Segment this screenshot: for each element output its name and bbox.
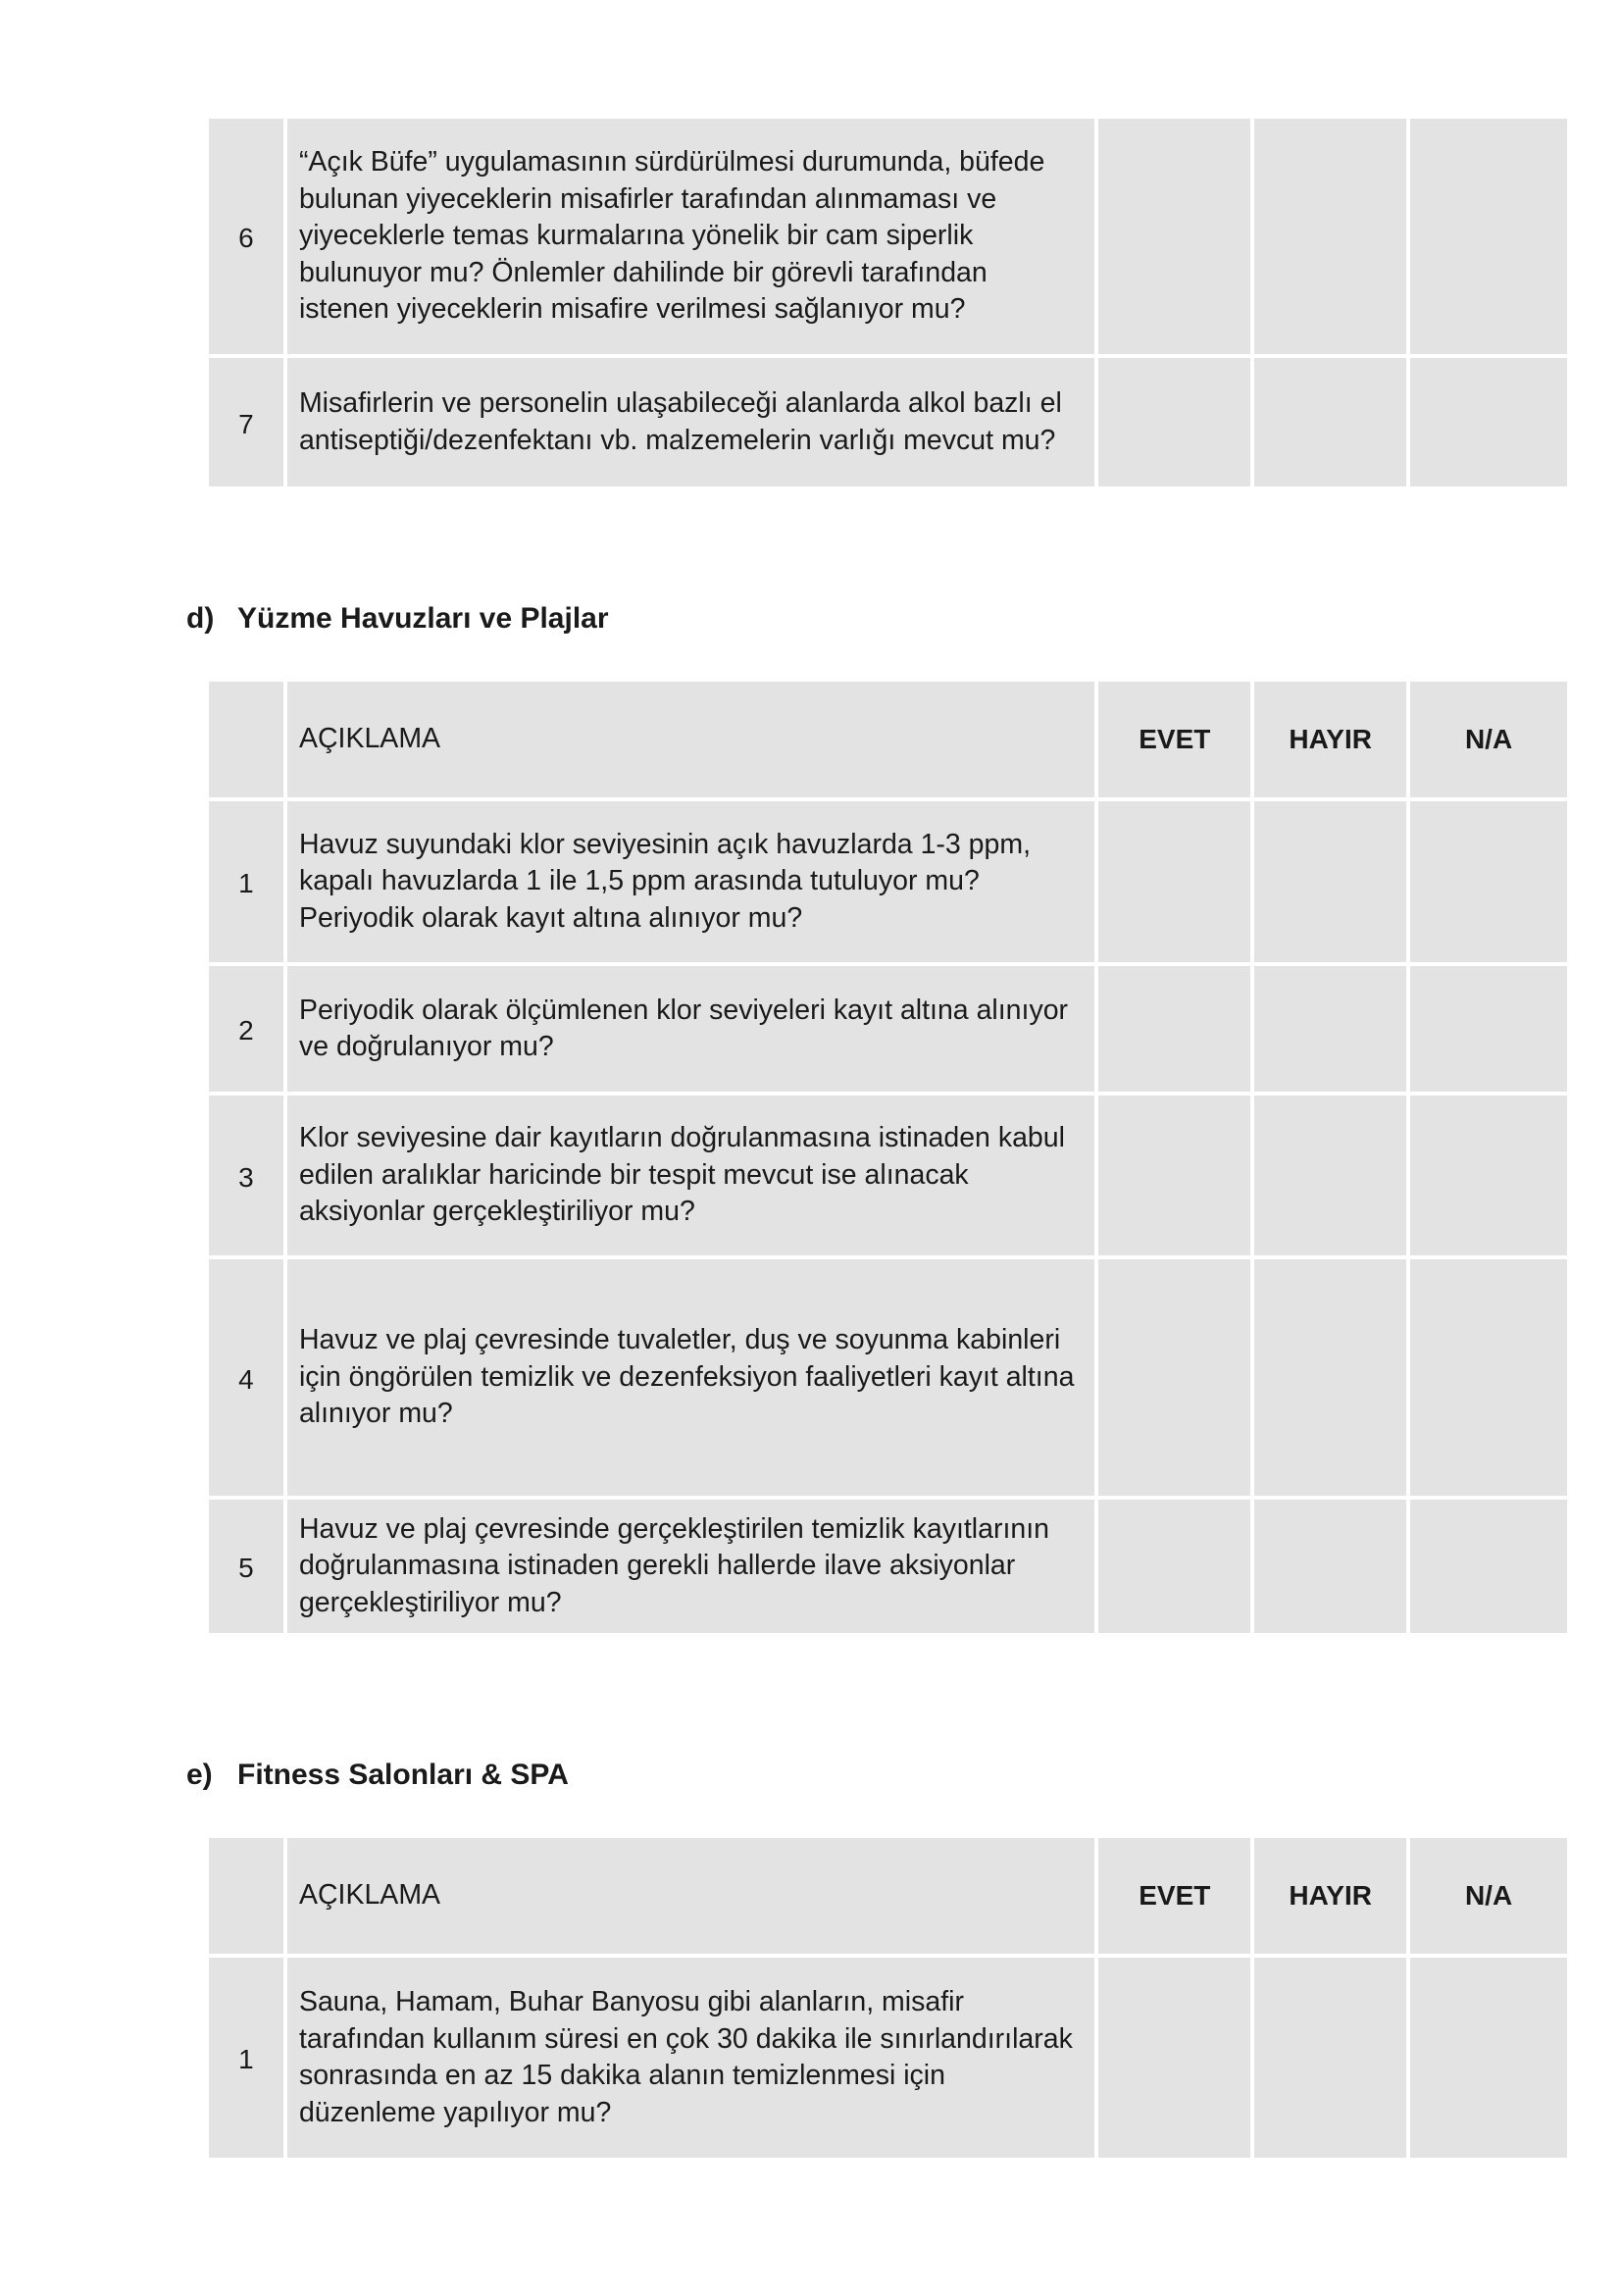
evet-cell[interactable] (1098, 801, 1250, 962)
table-row (209, 801, 1567, 962)
na-cell[interactable] (1410, 358, 1567, 486)
row-description: Havuz ve plaj çevresinde tuvaletler, duş ve soyunma kabinleri için öngörülen temizlik ve dezenfeksiyon faaliyetleri kayıt altına alınıyor mu? (287, 1259, 1094, 1496)
table-header (209, 682, 1567, 797)
header-description: AÇIKLAMA (287, 682, 1094, 797)
row-description: Havuz suyundaki klor seviyesinin açık havuzlarda 1-3 ppm, kapalı havuzlarda 1 ile 1,5 ppm arasında tutuluyor mu? Periyodik olarak kayıt altına alınıyor mu? (287, 801, 1094, 962)
row-number: 3 (209, 1096, 283, 1255)
na-cell[interactable] (1410, 119, 1567, 354)
table-row (209, 1259, 1567, 1496)
hayir-cell[interactable] (1254, 1958, 1406, 2158)
table-row (209, 1500, 1567, 1633)
header-hayir: HAYIR (1254, 682, 1406, 797)
section-heading-e (186, 1759, 569, 1792)
header-evet: EVET (1098, 1838, 1250, 1954)
header-number (209, 682, 283, 797)
row-number: 1 (209, 801, 283, 962)
header-number (209, 1838, 283, 1954)
na-cell[interactable] (1410, 801, 1567, 962)
table-row (209, 1958, 1567, 2158)
row-description: Klor seviyesine dair kayıtların doğrulanmasına istinaden kabul edilen aralıklar haricinde bir tespit mevcut ise alınacak aksiyonlar gerçekleştiriliyor mu? (287, 1096, 1094, 1255)
hayir-cell[interactable] (1254, 119, 1406, 354)
evet-cell[interactable] (1098, 358, 1250, 486)
table-row (209, 119, 1567, 354)
na-cell[interactable] (1410, 1096, 1567, 1255)
row-number: 5 (209, 1500, 283, 1633)
row-number: 6 (209, 119, 283, 354)
hayir-cell[interactable] (1254, 1500, 1406, 1633)
section-heading-d (186, 602, 609, 636)
header-na: N/A (1410, 1838, 1567, 1954)
hayir-cell[interactable] (1254, 1096, 1406, 1255)
na-cell[interactable] (1410, 1259, 1567, 1496)
evet-cell[interactable] (1098, 119, 1250, 354)
evet-cell[interactable] (1098, 1500, 1250, 1633)
header-na: N/A (1410, 682, 1567, 797)
row-number: 1 (209, 1958, 283, 2158)
row-description: Havuz ve plaj çevresinde gerçekleştirilen temizlik kayıtlarının doğrulanmasına istinaden gerekli hallerde ilave aksiyonlar gerçekleştiriliyor mu? (287, 1500, 1094, 1633)
table-row (209, 966, 1567, 1092)
section-title: Yüzme Havuzları ve Plajlar (237, 602, 609, 635)
section-letter: d) (186, 602, 215, 635)
hayir-cell[interactable] (1254, 358, 1406, 486)
header-evet: EVET (1098, 682, 1250, 797)
evet-cell[interactable] (1098, 966, 1250, 1092)
table-row (209, 1096, 1567, 1255)
hayir-cell[interactable] (1254, 966, 1406, 1092)
checklist-table-e (209, 1838, 1567, 2162)
row-number: 2 (209, 966, 283, 1092)
row-description: “Açık Büfe” uygulamasının sürdürülmesi durumunda, büfede bulunan yiyeceklerin misafirler tarafından alınmaması ve yiyeceklerle temas kurmalarına yönelik bir cam siperlik bulunuyor mu? Önlemler dahilinde bir görevli tarafından istenen yiyeceklerin misafire verilmesi sağlanıyor mu? (287, 119, 1094, 354)
table-row (209, 358, 1567, 486)
row-number: 4 (209, 1259, 283, 1496)
row-number: 7 (209, 358, 283, 486)
row-description: Periyodik olarak ölçümlenen klor seviyeleri kayıt altına alınıyor ve doğrulanıyor mu? (287, 966, 1094, 1092)
header-hayir: HAYIR (1254, 1838, 1406, 1954)
section-letter: e) (186, 1759, 213, 1791)
na-cell[interactable] (1410, 1958, 1567, 2158)
row-description: Misafirlerin ve personelin ulaşabileceği alanlarda alkol bazlı el antiseptiği/dezenfektanı vb. malzemelerin varlığı mevcut mu? (287, 358, 1094, 486)
hayir-cell[interactable] (1254, 801, 1406, 962)
row-description: Sauna, Hamam, Buhar Banyosu gibi alanların, misafir tarafından kullanım süresi en çok 30 dakika ile sınırlandırılarak sonrasında en az 15 dakika alanın temizlenmesi için düzenleme yapılıyor mu? (287, 1958, 1094, 2158)
na-cell[interactable] (1410, 966, 1567, 1092)
hayir-cell[interactable] (1254, 1259, 1406, 1496)
evet-cell[interactable] (1098, 1259, 1250, 1496)
evet-cell[interactable] (1098, 1958, 1250, 2158)
header-description: AÇIKLAMA (287, 1838, 1094, 1954)
table-header (209, 1838, 1567, 1954)
checklist-table-d (209, 682, 1567, 1637)
na-cell[interactable] (1410, 1500, 1567, 1633)
section-title: Fitness Salonları & SPA (237, 1759, 569, 1791)
checklist-table-continued (209, 119, 1567, 490)
evet-cell[interactable] (1098, 1096, 1250, 1255)
